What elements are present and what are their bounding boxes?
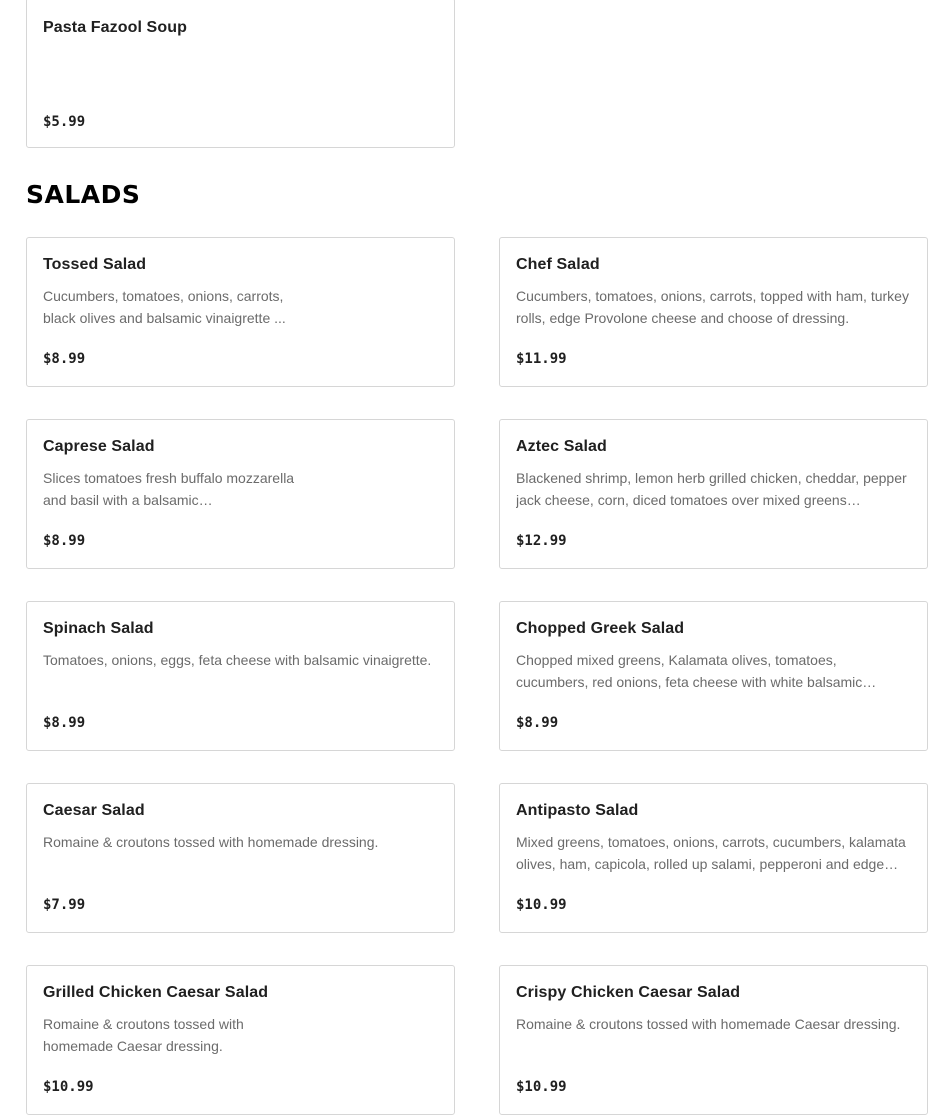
menu-item-name: Tossed Salad (43, 256, 147, 273)
menu-item-name: Pasta Fazool Soup (43, 19, 187, 36)
menu-item-price: $7.99 (43, 897, 86, 913)
menu-item-card[interactable] (26, 237, 455, 387)
menu-item-price: $10.99 (516, 897, 567, 913)
menu-item-price: $8.99 (43, 715, 86, 731)
menu-item-description: Blackened shrimp, lemon herb grilled chicken, cheddar, pepper jack cheese, corn, diced tomatoes over mixed greens… (516, 470, 907, 508)
menu-item-price: $5.99 (43, 114, 86, 130)
menu-item-card[interactable] (26, 783, 455, 933)
section-heading: SALADS (26, 180, 141, 209)
menu-item-card[interactable] (499, 419, 928, 569)
menu-item-price: $11.99 (516, 351, 567, 367)
menu-item-description: Romaine & croutons tossed with homemade dressing. (43, 834, 379, 850)
menu-item-price: $8.99 (516, 715, 559, 731)
menu-item-description: Romaine & croutons tossed with homemade Caesar dressing. (43, 1016, 244, 1054)
menu-item-card[interactable] (499, 601, 928, 751)
menu-item-name: Caesar Salad (43, 802, 145, 819)
menu-item-description: Cucumbers, tomatoes, onions, carrots, topped with ham, turkey rolls, edge Provolone cheese and choose of dressing. (516, 288, 909, 326)
menu-item-name: Chef Salad (516, 256, 600, 273)
menu-item-card[interactable] (26, 601, 455, 751)
menu-item-name: Grilled Chicken Caesar Salad (43, 984, 269, 1001)
menu-item-card[interactable] (26, 965, 455, 1115)
menu-item-description: Cucumbers, tomatoes, onions, carrots, black olives and balsamic vinaigrette ... (43, 288, 286, 326)
menu-item-card[interactable] (499, 783, 928, 933)
menu-item-price: $8.99 (43, 533, 86, 549)
menu-item-card[interactable] (499, 965, 928, 1115)
menu-item-name: Spinach Salad (43, 620, 154, 637)
menu-item-description: Chopped mixed greens, Kalamata olives, tomatoes, cucumbers, red onions, feta cheese with white balsamic… (516, 652, 877, 690)
menu-item-description: Mixed greens, tomatoes, onions, carrots, cucumbers, kalamata olives, ham, capicola, rolled up salami, pepperoni and edge… (516, 834, 906, 872)
menu-item-description: Slices tomatoes fresh buffalo mozzarella and basil with a balsamic… (43, 470, 295, 508)
menu-item-card[interactable] (499, 237, 928, 387)
menu-item-description: Romaine & croutons tossed with homemade Caesar dressing. (516, 1016, 901, 1032)
menu-item-name: Caprese Salad (43, 438, 155, 455)
menu-item-name: Crispy Chicken Caesar Salad (516, 984, 741, 1001)
menu-item-price: $12.99 (516, 533, 567, 549)
menu-item-card[interactable] (26, 419, 455, 569)
menu-item-description: Tomatoes, onions, eggs, feta cheese with balsamic vinaigrette. (43, 652, 432, 668)
menu-item-name: Antipasto Salad (516, 802, 639, 819)
menu-item-price: $10.99 (516, 1079, 567, 1095)
menu-item-price: $8.99 (43, 351, 86, 367)
menu-item-name: Chopped Greek Salad (516, 620, 685, 637)
menu-item-card[interactable] (26, 0, 455, 148)
menu-item-name: Aztec Salad (516, 438, 607, 455)
menu-item-price: $10.99 (43, 1079, 94, 1095)
